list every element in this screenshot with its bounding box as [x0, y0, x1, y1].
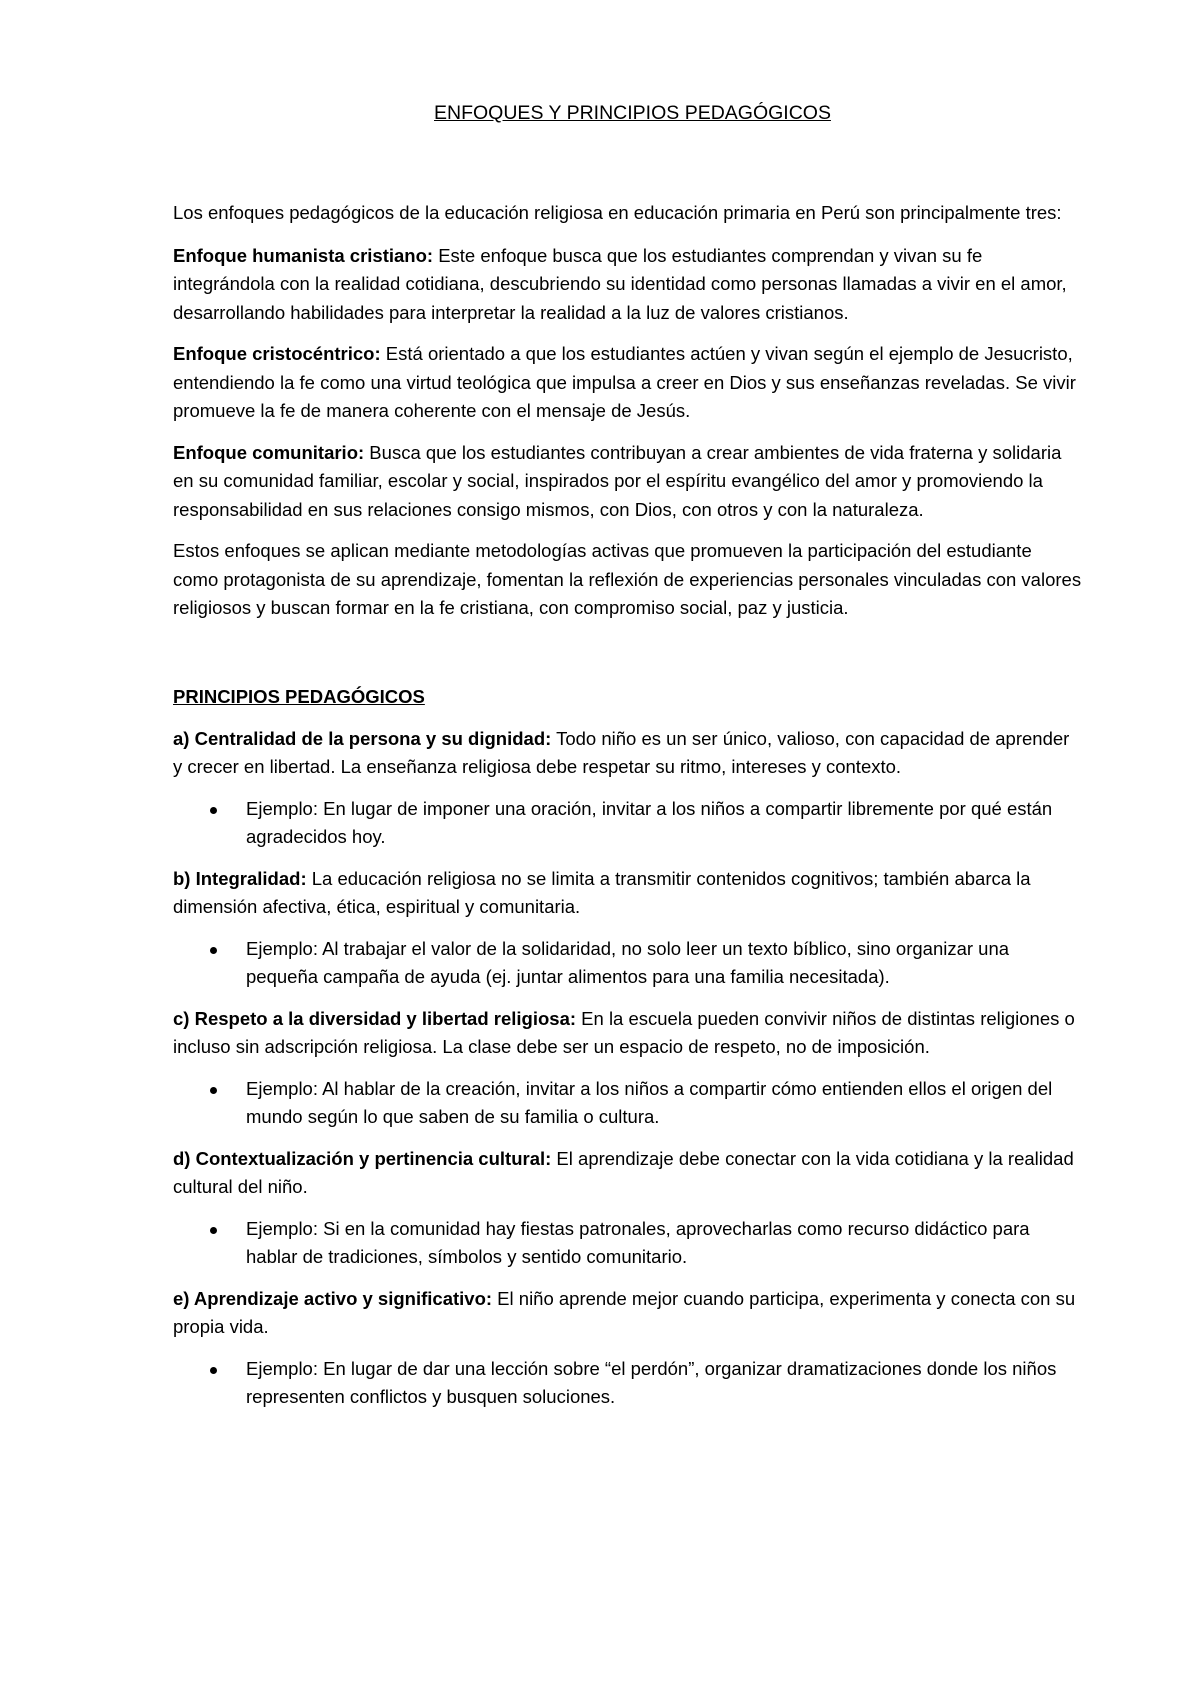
principle-label: b) Integralidad: [173, 867, 307, 889]
example-list [173, 935, 1082, 992]
example-list [173, 1075, 1082, 1132]
example-list [173, 1215, 1082, 1272]
principle-label: a) Centralidad de la persona y su dignidad: [173, 727, 552, 749]
example-list [173, 795, 1082, 852]
list-item [246, 1075, 1082, 1132]
principios-heading: PRINCIPIOS PEDAGÓGICOS [173, 685, 425, 707]
enfoque-humanista [173, 242, 1082, 328]
enfoque-label: Enfoque comunitario: [173, 441, 365, 463]
enfoque-text: Busca que los estudiantes contribuyan a crear ambientes de vida fraterna y solidaria en su comunidad familiar, escolar y social, inspirados por el espíritu evangélico del amor y promoviendo la responsabilidad en sus relaciones consigo mismos, con Dios, con otros y con la naturaleza. [173, 441, 1062, 520]
list-item [246, 1215, 1082, 1272]
intro-paragraph: Los enfoques pedagógicos de la educación religiosa en educación primaria en Perú son principalmente tres: [173, 202, 1062, 223]
bullet-icon [210, 1367, 217, 1374]
principle-a [173, 725, 1082, 782]
bullet-icon [210, 947, 217, 954]
bullet-icon [210, 1227, 217, 1234]
bullet-icon [210, 1087, 217, 1094]
principle-text: La educación religiosa no se limita a transmitir contenidos cognitivos; también abarca la dimensión afectiva, ética, espiritual y comunitaria. [173, 867, 1031, 917]
principle-text: En la escuela pueden convivir niños de distintas religiones o incluso sin adscripción religiosa. La clase debe ser un espacio de respeto, no de imposición. [173, 1007, 1075, 1057]
principle-label: e) Aprendizaje activo y significativo: [173, 1287, 493, 1309]
enfoque-text: Está orientado a que los estudiantes actúen y vivan según el ejemplo de Jesucristo, entendiendo la fe como una virtud teológica que impulsa a creer en Dios y sus enseñanzas reveladas. Se vivir promueve la fe de manera coherente con el mensaje de Jesús. [173, 343, 1076, 421]
principle-text: Todo niño es un ser único, valioso, con capacidad de aprender y crecer en libertad. La enseñanza religiosa debe respetar su ritmo, intereses y contexto. [173, 727, 1070, 777]
example-text: Ejemplo: En lugar de imponer una oración, invitar a los niños a compartir libremente por qué están agradecidos hoy. [246, 797, 1053, 847]
principle-e [173, 1285, 1082, 1342]
enfoque-text: Este enfoque busca que los estudiantes comprendan y vivan su fe integrándola con la realidad cotidiana, descubriendo su identidad como personas llamadas a vivir en el amor, desarrollando habilidades para interpretar la realidad a la luz de valores cristianos. [173, 244, 1067, 323]
principle-d [173, 1145, 1082, 1202]
example-text: Ejemplo: Si en la comunidad hay fiestas patronales, aprovecharlas como recurso didáctico para hablar de tradiciones, símbolos y sentido comunitario. [246, 1217, 1030, 1267]
page-title: ENFOQUES Y PRINCIPIOS PEDAGÓGICOS [434, 102, 831, 124]
bullet-icon [210, 807, 217, 814]
enfoque-cristocentrico [173, 340, 1082, 426]
example-text: Ejemplo: En lugar de dar una lección sobre “el perdón”, organizar dramatizaciones donde los niños representen conflictos y busquen soluciones. [246, 1357, 1057, 1407]
enfoque-label: Enfoque humanista cristiano: [173, 244, 434, 266]
list-item [246, 1355, 1082, 1412]
list-item [246, 935, 1082, 992]
summary-paragraph: Estos enfoques se aplican mediante metodologías activas que promueven la participación del estudiante como protagonista de su aprendizaje, fomentan la reflexión de experiencias personales vinculadas con valores religiosos y buscan formar en la fe cristiana, con compromiso social, paz y justicia. [173, 540, 1082, 618]
principle-label: d) Contextualización y pertinencia cultural: [173, 1147, 552, 1169]
principle-text: El niño aprende mejor cuando participa, experimenta y conecta con su propia vida. [173, 1287, 1076, 1337]
principle-label: c) Respeto a la diversidad y libertad religiosa: [173, 1007, 577, 1029]
example-text: Ejemplo: Al trabajar el valor de la solidaridad, no solo leer un texto bíblico, sino organizar una pequeña campaña de ayuda (ej. juntar alimentos para una familia necesitada). [246, 937, 1010, 987]
principle-b [173, 865, 1082, 922]
example-list [173, 1355, 1082, 1412]
enfoque-comunitario [173, 439, 1082, 525]
example-text: Ejemplo: Al hablar de la creación, invitar a los niños a compartir cómo entienden ellos el origen del mundo según lo que saben de su familia o cultura. [246, 1077, 1053, 1127]
enfoque-label: Enfoque cristocéntrico: [173, 343, 381, 364]
principle-text: El aprendizaje debe conectar con la vida cotidiana y la realidad cultural del niño. [173, 1147, 1074, 1197]
list-item [246, 795, 1082, 852]
principle-c [173, 1005, 1082, 1062]
